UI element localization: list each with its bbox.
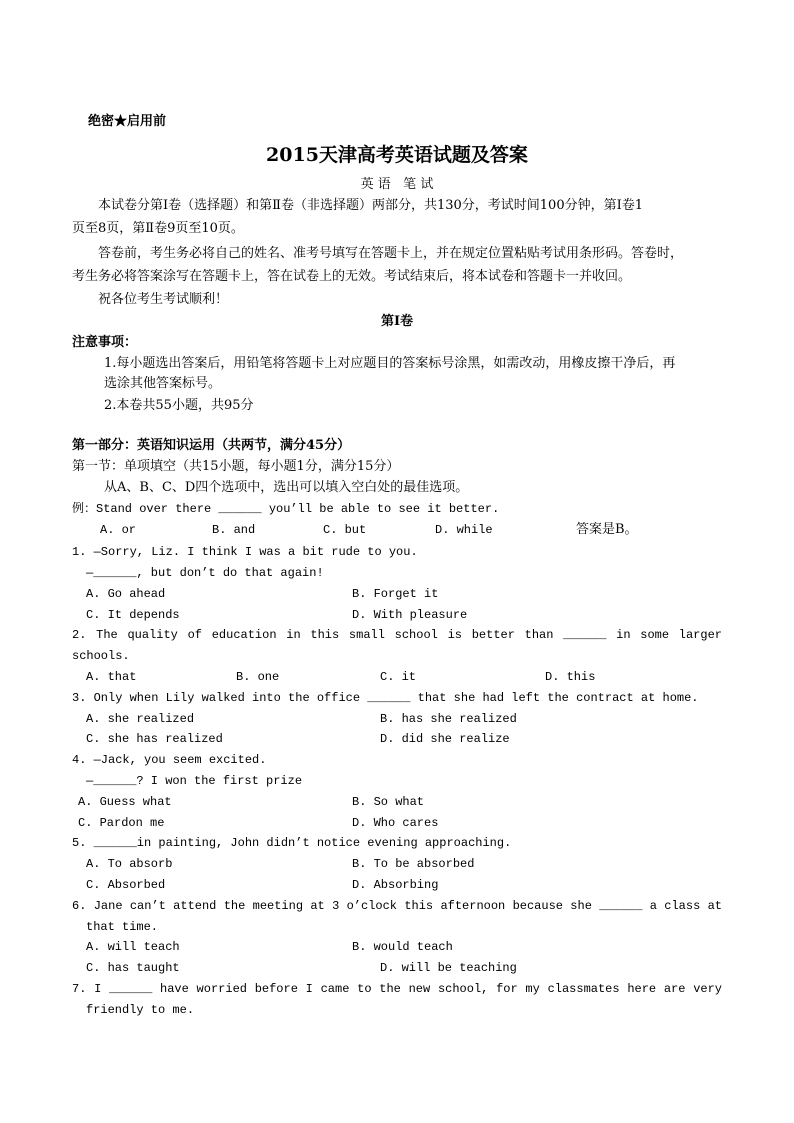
question-stem: that time.: [86, 920, 159, 934]
notes-title: 注意事项：: [72, 335, 138, 350]
option-b: B. has she realized: [380, 712, 517, 726]
option-a: A. she realized: [86, 712, 195, 726]
option-b: B. Forget it: [352, 587, 439, 601]
intro-line: 答卷前，考生务必将自己的姓名、准考号填写在答题卡上，并在规定位置粘贴考试用条形码。答卷时，: [98, 246, 684, 261]
part-subtitle: 第一节：单项填空（共15小题，每小题1分，满分15分）: [72, 459, 400, 474]
option-d: D. will be teaching: [380, 961, 517, 975]
option-d: D. did she realize: [380, 732, 510, 746]
option-b: B. and: [212, 523, 256, 537]
option-d: D. With pleasure: [352, 608, 468, 622]
question-stem: 6. Jane can’t attend the meeting at 3 o’clock this afternoon because she ______ a class at: [72, 899, 722, 913]
page-title: 2015天津高考英语试题及答案: [266, 144, 528, 166]
option-c: C. has taught: [86, 961, 180, 975]
option-b: B. To be absorbed: [352, 857, 475, 871]
option-a: A. Guess what: [78, 795, 172, 809]
note-line: 1.每小题选出答案后，用铅笔将答题卡上对应题目的答案标号涂黑，如需改动，用橡皮擦干净后，再: [104, 356, 676, 371]
option-a: A. will teach: [86, 940, 180, 954]
option-c: C. she has realized: [86, 732, 223, 746]
option-c: C. but: [323, 523, 367, 537]
option-a: A. that: [86, 670, 137, 684]
option-c: C. Absorbed: [86, 878, 166, 892]
intro-line: 祝各位考生考试顺利！: [98, 292, 229, 307]
part-title: 第一部分：英语知识运用（共两节，满分45分）: [72, 438, 351, 453]
question-stem: friendly to me.: [86, 1003, 195, 1017]
option-b: B. would teach: [352, 940, 453, 954]
example-answer: 答案是B。: [576, 522, 638, 537]
option-d: D. Absorbing: [352, 878, 439, 892]
option-a: A. or: [100, 523, 137, 537]
question-stem: 4. —Jack, you seem excited.: [72, 753, 267, 767]
note-line: 选涂其他答案标号。: [104, 376, 222, 391]
option-d: D. this: [545, 670, 596, 684]
option-c: C. It depends: [86, 608, 180, 622]
intro-line: 页至8页，第Ⅱ卷9页至10页。: [72, 221, 244, 236]
intro-line: 本试卷分第Ⅰ卷（选择题）和第Ⅱ卷（非选择题）两部分，共130分，考试时间100分钟，第Ⅰ卷1: [98, 198, 644, 213]
question-stem: 3. Only when Lily walked into the office ______ that she had left the contract at home.: [72, 691, 699, 705]
section-title: 第Ⅰ卷: [380, 314, 414, 329]
option-d: D. Who cares: [352, 816, 439, 830]
question-stem: 1. —Sorry, Liz. I think I was a bit rude to you.: [72, 545, 418, 559]
question-stem: schools.: [72, 649, 130, 663]
option-b: B. So what: [352, 795, 425, 809]
secret-label: 绝密★启用前: [88, 114, 167, 129]
page-subtitle: 英 语 笔 试: [360, 177, 434, 192]
option-b: B. one: [236, 670, 280, 684]
question-stem: 2. The quality of education in this small school is better than ______ in some larger: [72, 628, 722, 642]
question-stem: 5. ______in painting, John didn’t notice evening approaching.: [72, 836, 512, 850]
intro-line: 考生务必将答案涂写在答题卡上，答在试卷上的无效。考试结束后，将本试卷和答题卡一并收回。: [72, 269, 632, 284]
option-a: A. To absorb: [86, 857, 173, 871]
option-c: C. it: [380, 670, 417, 684]
example-stem: 例：Stand over there ______ you’ll be able to see it better.: [72, 502, 500, 516]
part-instruction: 从A、B、C、D四个选项中，选出可以填入空白处的最佳选项。: [104, 480, 469, 495]
question-stem: —______? I won the first prize: [86, 774, 303, 788]
option-c: C. Pardon me: [78, 816, 165, 830]
option-d: D. while: [435, 523, 493, 537]
question-stem: —______, but don’t do that again!: [86, 566, 324, 580]
note-line: 2.本卷共55小题，共95分: [104, 398, 254, 413]
question-stem: 7. I ______ have worried before I came to the new school, for my classmates here are very: [72, 982, 722, 996]
option-a: A. Go ahead: [86, 587, 166, 601]
